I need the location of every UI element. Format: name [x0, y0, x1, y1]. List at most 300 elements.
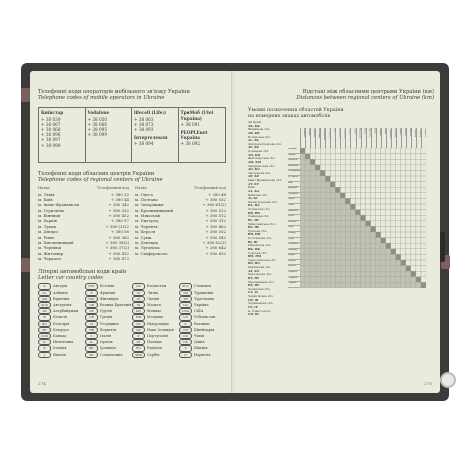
matrix-diagonal-cell — [360, 215, 365, 221]
matrix-cell — [386, 232, 391, 238]
matrix-cell — [371, 198, 376, 204]
matrix-cell — [345, 282, 350, 288]
left-page — [30, 71, 232, 393]
matrix-cell — [320, 226, 325, 232]
matrix-cell — [396, 238, 401, 244]
region-code: АТ, КТ — [248, 182, 259, 186]
matrix-cell — [315, 193, 320, 199]
matrix-cell — [315, 221, 320, 227]
plate-country: Ірландія — [100, 346, 116, 351]
matrix-cell — [421, 198, 426, 204]
matrix-cell — [335, 215, 340, 221]
matrix-cell — [406, 210, 411, 216]
operator-code: + 38 050 — [87, 116, 107, 122]
region-codes-list — [248, 121, 290, 317]
city-name: м. Ужгород — [135, 218, 159, 224]
matrix-cell — [325, 165, 330, 171]
plate-country: Велика Британія — [100, 303, 132, 308]
matrix-cell — [416, 193, 421, 199]
city-name: м. Полтава — [135, 197, 158, 203]
region-name: Чернівецька обл. — [248, 302, 274, 306]
matrix-cell — [335, 170, 340, 176]
matrix-diagonal-cell — [305, 154, 310, 160]
matrix-cell — [366, 232, 371, 238]
city-code: + 380 552 — [205, 229, 226, 235]
matrix-cell — [371, 159, 376, 165]
matrix-cell — [300, 238, 305, 244]
matrix-cell — [376, 148, 381, 154]
matrix-cell — [416, 182, 421, 188]
matrix-cell — [416, 165, 421, 171]
matrix-cell — [376, 226, 381, 232]
plate-country: Вірменія — [53, 296, 70, 301]
matrix-cell — [305, 215, 310, 221]
matrix-cell — [411, 210, 416, 216]
matrix-cell — [345, 165, 350, 171]
matrix-cell — [305, 271, 310, 277]
matrix-cell — [381, 159, 386, 165]
matrix-cell — [366, 260, 371, 266]
matrix-cell — [406, 215, 411, 221]
matrix-cell — [320, 159, 325, 165]
region-name: Волинська обл. — [248, 135, 271, 139]
matrix-cell — [386, 260, 391, 266]
matrix-cell — [320, 193, 325, 199]
matrix-cell — [376, 154, 381, 160]
matrix-cell — [371, 282, 376, 288]
matrix-cell — [360, 198, 365, 204]
plate-code: AZ — [38, 308, 51, 314]
plate-country: Сербія — [147, 352, 160, 357]
matrix-col-label: Ів.-Франк. — [325, 128, 330, 148]
plate-code: CZ — [179, 333, 192, 339]
matrix-cell — [401, 243, 406, 249]
region-code: ВВ, НВ — [248, 211, 260, 215]
matrix-cell — [421, 176, 426, 182]
matrix-cell — [325, 210, 330, 216]
matrix-cell — [340, 271, 345, 277]
matrix-col-label: Хмельн. — [406, 128, 411, 148]
matrix-cell — [350, 198, 355, 204]
matrix-cell — [391, 154, 396, 160]
matrix-cell — [411, 282, 416, 288]
matrix-row-label: Київ — [288, 182, 300, 188]
matrix-cell — [386, 277, 391, 283]
matrix-cell — [315, 254, 320, 260]
matrix-cell — [320, 176, 325, 182]
matrix-cell — [360, 238, 365, 244]
matrix-cell — [305, 182, 310, 188]
matrix-cell — [381, 221, 386, 227]
city-name: м. Львів — [38, 191, 55, 197]
operator-code: + 38 094 — [134, 141, 154, 147]
matrix-row-label: Тернопіль — [288, 243, 300, 249]
matrix-row-label: Рівне — [288, 226, 300, 232]
table-caption-ua: Умовні позначення областей України — [248, 108, 344, 113]
region-name: Запорізька обл. — [248, 171, 272, 175]
matrix-cell — [335, 210, 340, 216]
region-name: Хмельницька обл. — [248, 280, 275, 284]
matrix-cell — [386, 238, 391, 244]
matrix-cell — [391, 187, 396, 193]
city-row — [38, 256, 129, 261]
cities-section — [38, 171, 226, 261]
matrix-cell — [305, 221, 310, 227]
matrix-cell — [381, 176, 386, 182]
matrix-cell — [340, 238, 345, 244]
matrix-col-label: Тернопіль — [386, 128, 391, 148]
city-code: + 380 462 — [205, 223, 226, 229]
matrix-cell — [355, 254, 360, 260]
matrix-cell — [325, 170, 330, 176]
city-name: м. Тернопіль — [38, 207, 65, 213]
matrix-cell — [411, 226, 416, 232]
matrix-cell — [366, 215, 371, 221]
plate-code: TR — [179, 296, 192, 302]
city-code: + 380 62(2) — [202, 239, 226, 245]
matrix-cell — [416, 226, 421, 232]
header-name: Назва — [38, 186, 50, 191]
matrix-cell — [350, 282, 355, 288]
plate-code: NL — [132, 321, 145, 327]
matrix-cell — [386, 148, 391, 154]
city-name: м. Рівне — [38, 234, 55, 240]
matrix-cell — [366, 182, 371, 188]
matrix-cell — [335, 221, 340, 227]
matrix-cell — [315, 215, 320, 221]
page-number: 274 — [38, 381, 46, 386]
matrix-cell — [320, 282, 325, 288]
matrix-cell — [340, 204, 345, 210]
matrix-cell — [416, 148, 421, 154]
matrix-cell — [340, 266, 345, 272]
matrix-cell — [330, 243, 335, 249]
matrix-cell — [315, 148, 320, 154]
region-name: Київ — [248, 186, 255, 190]
matrix-row-label: Вінниця — [288, 148, 300, 154]
region-code: АЕ, КЕ — [248, 146, 260, 150]
city-code: + 380 642 — [205, 245, 226, 251]
region-code: ВК, НК — [248, 247, 261, 251]
region-code: ВІ, НІ — [248, 240, 258, 244]
matrix-cell — [406, 193, 411, 199]
matrix-cell — [386, 249, 391, 255]
plate-code: GB — [85, 302, 98, 308]
plate-code: H — [85, 321, 98, 327]
matrix-cell — [381, 260, 386, 266]
matrix-cell — [320, 232, 325, 238]
matrix-cell — [396, 243, 401, 249]
matrix-cell — [335, 277, 340, 283]
matrix-cell — [416, 260, 421, 266]
matrix-cell — [376, 176, 381, 182]
matrix-cell — [401, 182, 406, 188]
operator-code: + 38 063 — [134, 116, 154, 122]
city-code: + 380 342 — [108, 202, 129, 208]
matrix-cell — [315, 176, 320, 182]
plate-code: EST — [85, 283, 98, 289]
matrix-cell — [300, 176, 305, 182]
region-code: АО, КО — [248, 168, 260, 172]
city-code: + 380 44 — [110, 197, 129, 203]
matrix-cell — [335, 238, 340, 244]
matrix-cell — [345, 277, 350, 283]
matrix-cell — [310, 221, 315, 227]
matrix-cell — [381, 204, 386, 210]
matrix-cell — [391, 221, 396, 227]
plate-country: Азербайджан — [53, 309, 79, 314]
plate-country: Литва — [147, 290, 159, 295]
operator-name: Київстар — [41, 110, 64, 116]
matrix-cell — [355, 232, 360, 238]
matrix-cell — [325, 154, 330, 160]
matrix-cell — [391, 176, 396, 182]
city-code: + 380 512 — [205, 213, 226, 219]
matrix-cell — [345, 238, 350, 244]
matrix-cell — [325, 204, 330, 210]
city-code: + 380 56 — [110, 229, 129, 235]
matrix-cell — [386, 215, 391, 221]
matrix-cell — [360, 221, 365, 227]
region-code: АВ, КВ — [248, 131, 260, 135]
city-name: м. Чернігів — [135, 223, 158, 229]
matrix-diagonal-cell — [300, 148, 305, 154]
matrix-cell — [335, 282, 340, 288]
plate-country: США — [194, 309, 204, 314]
matrix-cell — [300, 170, 305, 176]
region-code: ВТ, НТ — [248, 276, 260, 280]
matrix-cell — [340, 187, 345, 193]
city-code: + 380 352 — [108, 207, 129, 213]
matrix-cell — [325, 148, 330, 154]
matrix-row-label: Кропивн. — [288, 187, 300, 193]
matrix-cell — [350, 232, 355, 238]
plate-item — [179, 352, 226, 358]
matrix-cell — [345, 204, 350, 210]
matrix-cell — [355, 176, 360, 182]
matrix-cell — [325, 249, 330, 255]
matrix-cell — [340, 254, 345, 260]
plate-country: Казахстан — [147, 284, 167, 289]
matrix-cell — [416, 210, 421, 216]
matrix-cell — [360, 182, 365, 188]
matrix-cell — [310, 254, 315, 260]
city-name: м. Дніпро — [38, 229, 58, 235]
matrix-cell — [421, 260, 426, 266]
plate-country: Болгарія — [53, 321, 70, 326]
city-code: + 380 472 — [108, 255, 129, 261]
matrix-cell — [345, 221, 350, 227]
matrix-cell — [330, 254, 335, 260]
plate-code: BY — [38, 327, 51, 333]
matrix-cell — [360, 226, 365, 232]
matrix-diagonal-cell — [416, 277, 421, 283]
matrix-cell — [391, 238, 396, 244]
matrix-cell — [376, 238, 381, 244]
matrix-cell — [310, 198, 315, 204]
matrix-cell — [355, 204, 360, 210]
matrix-cell — [401, 266, 406, 272]
matrix-cell — [411, 260, 416, 266]
cities-title-ua: Телефонні коди обласних центрів України — [38, 171, 155, 177]
matrix-cell — [315, 271, 320, 277]
matrix-cell — [411, 165, 416, 171]
matrix-cell — [406, 221, 411, 227]
matrix-cell — [300, 159, 305, 165]
region-name: Луганська обл. — [248, 208, 271, 211]
matrix-cell — [411, 154, 416, 160]
city-name: м. Сімферополь — [135, 250, 168, 256]
matrix-cell — [330, 249, 335, 255]
plates-section — [38, 269, 226, 358]
matrix-cell — [401, 254, 406, 260]
matrix-diagonal-cell — [391, 249, 396, 255]
matrix-cell — [401, 198, 406, 204]
matrix-cell — [310, 204, 315, 210]
header-code: Телефонний код — [193, 186, 226, 191]
matrix-cell — [345, 187, 350, 193]
matrix-cell — [335, 243, 340, 249]
operator-name: Vodafone — [87, 110, 110, 116]
matrix-cell — [345, 249, 350, 255]
matrix-cell — [381, 148, 386, 154]
matrix-col-label: Миколаїв — [356, 128, 361, 148]
matrix-cell — [376, 210, 381, 216]
matrix-cell — [371, 176, 376, 182]
matrix-cell — [305, 249, 310, 255]
matrix-cell — [310, 182, 315, 188]
matrix-cell — [310, 266, 315, 272]
matrix-cell — [391, 260, 396, 266]
matrix-cell — [315, 232, 320, 238]
matrix-diagonal-cell — [340, 193, 345, 199]
matrix-cell — [360, 254, 365, 260]
matrix-cell — [300, 215, 305, 221]
matrix-cell — [310, 187, 315, 193]
matrix-cell — [355, 215, 360, 221]
distances-title-ua: Відстані між обласними центрами України (км) — [302, 89, 434, 95]
matrix-col-label: Запоріжжя — [320, 128, 325, 148]
matrix-cell — [416, 198, 421, 204]
matrix-cell — [401, 226, 406, 232]
matrix-cell — [360, 271, 365, 277]
matrix-cell — [396, 271, 401, 277]
matrix-cell — [406, 282, 411, 288]
plate-country: Естонія — [100, 284, 115, 289]
matrix-cell — [396, 249, 401, 255]
operator-code: + 38 097 — [41, 137, 61, 143]
matrix-cell — [381, 249, 386, 255]
city-name: м. Хмельницький — [38, 239, 74, 245]
matrix-cell — [411, 249, 416, 255]
plate-country: Чехія — [194, 334, 205, 339]
matrix-cell — [350, 148, 355, 154]
matrix-header — [300, 128, 426, 148]
matrix-col-label: Суми — [381, 128, 386, 148]
plate-country: Португалія — [147, 334, 168, 339]
matrix-cell — [360, 282, 365, 288]
plate-country: Норвегія — [194, 352, 211, 357]
operator-column — [86, 108, 133, 162]
distances-title-en: Distances between regional centers of Ukraine (km) — [296, 95, 434, 102]
region-name: Рівненська обл. — [248, 244, 272, 248]
region-code: СА, ІА — [248, 291, 259, 295]
plate-code: AL — [38, 290, 51, 296]
matrix-diagonal-cell — [320, 170, 325, 176]
city-code: + 380 32 — [110, 191, 129, 197]
operator-code: + 38 092 — [180, 141, 200, 147]
matrix-cell — [381, 243, 386, 249]
city-name: м. Херсон — [135, 229, 156, 235]
plate-country: Хорватія — [100, 327, 117, 332]
matrix-cell — [325, 254, 330, 260]
matrix-cell — [391, 198, 396, 204]
matrix-cell — [340, 282, 345, 288]
matrix-cell — [340, 148, 345, 154]
matrix-cell — [305, 204, 310, 210]
matrix-cell — [355, 249, 360, 255]
plate-code: RO — [132, 345, 145, 351]
matrix-cell — [391, 277, 396, 283]
matrix-cell — [350, 243, 355, 249]
city-name: м. Донецьк — [135, 239, 158, 245]
matrix-cell — [376, 254, 381, 260]
matrix-cell — [366, 266, 371, 272]
matrix-cell — [406, 204, 411, 210]
matrix-cell — [300, 193, 305, 199]
matrix-cell — [366, 282, 371, 288]
matrix-cell — [371, 204, 376, 210]
matrix-cell — [300, 165, 305, 171]
matrix-col-label: Житомир — [315, 128, 320, 148]
matrix-cell — [300, 282, 305, 288]
matrix-cell — [386, 221, 391, 227]
matrix-cell — [355, 182, 360, 188]
matrix-diagonal-cell — [371, 226, 376, 232]
matrix-diagonal-cell — [381, 238, 386, 244]
matrix-cell — [360, 159, 365, 165]
plate-country: Швейцарія — [194, 327, 215, 332]
matrix-cell — [310, 271, 315, 277]
matrix-cell — [376, 193, 381, 199]
matrix-cell — [396, 232, 401, 238]
matrix-diagonal-cell — [350, 204, 355, 210]
matrix-cell — [350, 187, 355, 193]
matrix-cell — [325, 193, 330, 199]
matrix-cell — [421, 159, 426, 165]
matrix-cell — [376, 165, 381, 171]
matrix-cell — [345, 154, 350, 160]
matrix-cell — [340, 260, 345, 266]
matrix-cell — [300, 243, 305, 249]
region-name: Харківська обл. — [248, 266, 272, 269]
matrix-cell — [335, 165, 340, 171]
matrix-cell — [315, 210, 320, 216]
matrix-cell — [376, 243, 381, 249]
matrix-cell — [335, 232, 340, 238]
plate-country: Латвія — [147, 296, 160, 301]
matrix-cell — [396, 187, 401, 193]
plate-country: Словенія — [194, 284, 211, 289]
plate-code: A — [38, 283, 51, 289]
plate-code: J — [38, 352, 51, 358]
matrix-cell — [325, 226, 330, 232]
region-code: АХ, КХ — [248, 269, 260, 273]
plate-code: IL — [85, 339, 98, 345]
operator-code: + 38 068 — [41, 127, 61, 133]
matrix-cell — [421, 210, 426, 216]
matrix-cell — [411, 204, 416, 210]
